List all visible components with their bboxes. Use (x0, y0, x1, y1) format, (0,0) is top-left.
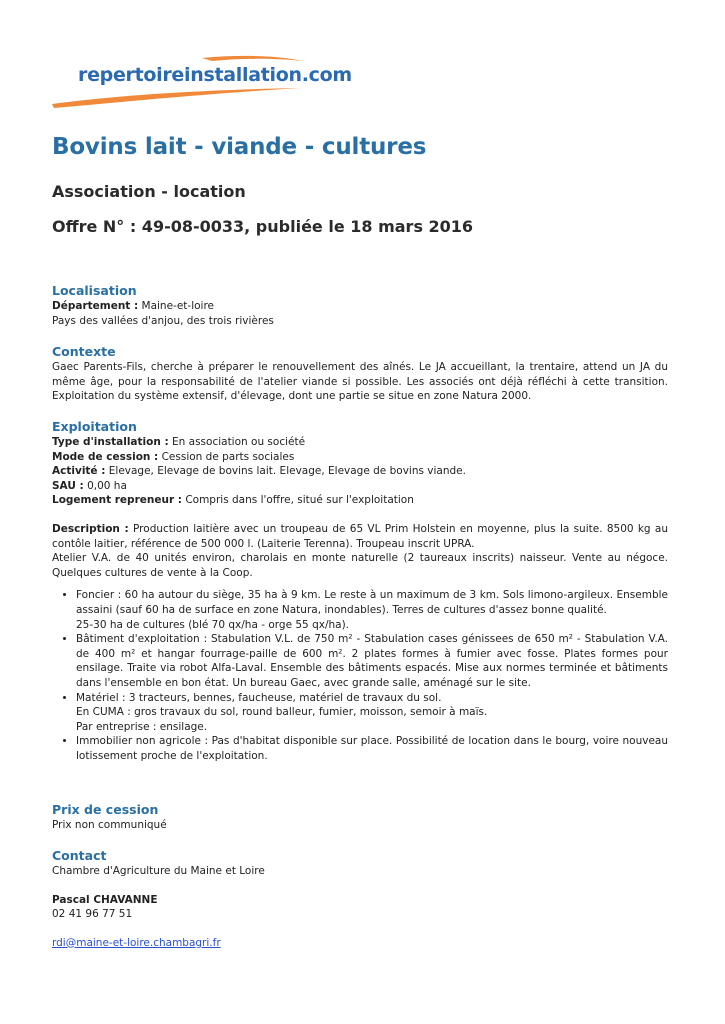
field-label: Activité : (52, 465, 106, 478)
contact-email-link[interactable]: rdi@maine-et-loire.chambagri.fr (52, 936, 221, 949)
field-label: Logement repreneur : (52, 494, 182, 507)
logo-text: repertoireinstallation.com (78, 64, 352, 86)
contact-name: Pascal CHAVANNE (52, 893, 158, 906)
description-paragraph (52, 522, 668, 551)
field-value: Compris dans l'offre, situé sur l'exploitation (185, 494, 414, 507)
localisation-heading: Localisation (52, 283, 137, 298)
field-sau (52, 479, 668, 494)
exploitation-heading: Exploitation (52, 419, 137, 434)
contact-organisation: Chambre d'Agriculture du Maine et Loire (52, 865, 265, 877)
field-logement (52, 493, 668, 508)
details-list (52, 588, 668, 763)
list-item-text: Matériel : 3 tracteurs, bennes, faucheuse, matériel de travaux du sol. (76, 691, 442, 704)
description-text-1: Production laitière avec un troupeau de 65 VL Prim Holstein en moyenne, plus la suite. 8500 kg au contôle laitier, référence de 500 000 l. (Laiterie Terenna). Troupeau inscrit UPRA. (52, 522, 668, 550)
prix-heading: Prix de cession (52, 802, 159, 817)
contact-section (52, 848, 668, 950)
list-item-text: Foncier : 60 ha autour du siège, 35 ha à 9 km. Le reste à un maximum de 3 km. Sols limono-argileux. Ensemble assaini (sauf 60 ha de surface en zone Natura, inondables). Terres de cultures d'assez bonne qualité. (76, 589, 668, 616)
field-label: Mode de cession : (52, 450, 159, 463)
field-activite (52, 464, 668, 479)
field-value: 0,00 ha (87, 479, 127, 492)
field-label: Type d'installation : (52, 436, 169, 448)
departement-label: Département : (52, 300, 139, 312)
list-item (76, 588, 668, 632)
exploitation-section (52, 419, 668, 763)
departement-line (52, 299, 668, 314)
offer-number: Offre N° : 49-08-0033, publiée le 18 mars 2016 (52, 217, 474, 236)
field-value: Elevage, Elevage de bovins lait. Elevage, Elevage de bovins viande. (108, 465, 466, 478)
list-item-text: 25-30 ha de cultures (blé 70 qx/ha - orge 55 qx/ha). (76, 618, 350, 631)
page-title: Bovins lait - viande - cultures (52, 134, 427, 160)
description-label: Description : (52, 522, 129, 535)
prix-value: Prix non communiqué (52, 819, 167, 831)
field-mode-cession (52, 450, 668, 465)
region-line: Pays des vallées d'anjou, des trois rivières (52, 314, 274, 327)
field-type-installation (52, 435, 668, 450)
field-value: En association ou société (172, 436, 306, 448)
list-item-text: En CUMA : gros travaux du sol, round balleur, fumier, moisson, semoir à maïs. (76, 706, 488, 719)
list-item-text: Bâtiment d'exploitation : Stabulation V.L. de 750 m² - Stabulation cases génissees de 650 m² - Stabulation V.A. de 400 m² et hangar fourrage-paille de 600 m². 2 plates formes à fumier avec fosse. Plates formes pour ensilage. Traite via robot Alfa-Laval. Ensemble des bâtiments espacés. Mise aux normes terminée et bâtiments dans l'ensemble en bon état. Un bureau Gaec, avec grande salle, aménagé sur le site. (76, 633, 668, 689)
list-item (76, 632, 668, 690)
list-item (76, 691, 668, 735)
contact-heading: Contact (52, 848, 107, 863)
list-item (76, 734, 668, 763)
list-item-text: Immobilier non agricole : Pas d'habitat disponible sur place. Possibilité de location dans le bourg, voire nouveau lotissement proche de l'exploitation. (76, 735, 668, 762)
field-label: SAU : (52, 479, 84, 492)
contexte-heading: Contexte (52, 344, 116, 359)
contexte-text: Gaec Parents-Fils, cherche à préparer le renouvellement des aînés. Le JA accueillant, la trentaire, attend un JA du même âge, pour la responsabilité de l'atelier viande si possible. Les associés ont déjà réfléchi à cette transition. Exploitation du système extensif, d'élevage, dont une partie se situe en zone Natura 2000. (52, 361, 668, 403)
contact-phone: 02 41 96 77 51 (52, 908, 133, 921)
page-subtitle: Association - location (52, 182, 246, 201)
description-text-2: Atelier V.A. de 40 unités environ, charolais en monte naturelle (2 taureaux inscrits) naisseur. Vente au négoce. Quelques cultures de vente à la Coop. (52, 552, 668, 579)
field-value: Cession de parts sociales (161, 450, 295, 463)
prix-section (52, 802, 668, 833)
contexte-section (52, 344, 668, 404)
localisation-section (52, 283, 668, 328)
site-logo[interactable] (52, 52, 352, 112)
list-item-text: Par entreprise : ensilage. (76, 720, 208, 733)
departement-value: Maine-et-loire (141, 300, 215, 312)
